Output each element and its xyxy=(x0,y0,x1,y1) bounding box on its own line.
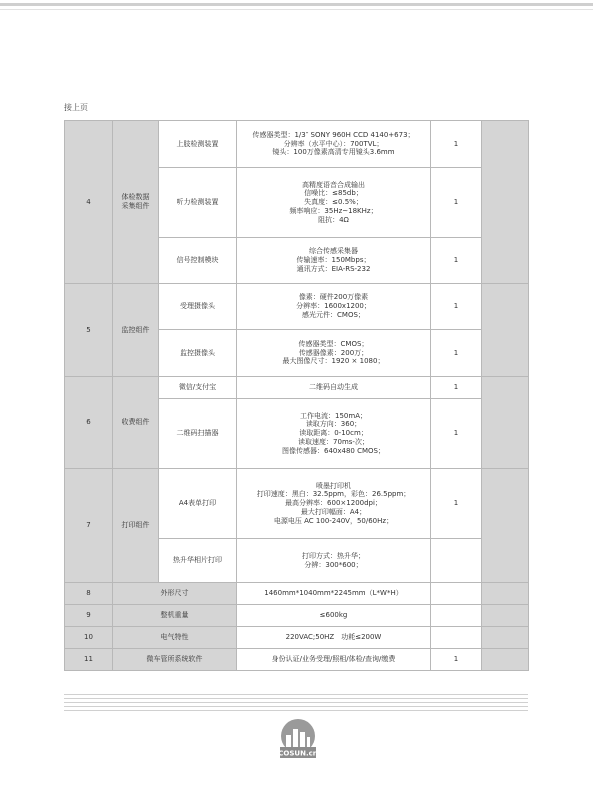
item-qty: 1 xyxy=(431,121,482,168)
item-spec: ≤600kg xyxy=(237,605,431,627)
remark-cell xyxy=(482,605,529,627)
item-qty xyxy=(431,583,482,605)
category-cell: 体检数据 采集组件 xyxy=(113,121,159,284)
company-logo xyxy=(276,716,320,764)
footer-rule xyxy=(64,710,528,711)
item-spec: 打印方式：热升华； 分辨：300*600； xyxy=(237,539,431,583)
footer-rule xyxy=(64,702,528,703)
item-qty: 1 xyxy=(431,284,482,330)
row-number: 8 xyxy=(65,583,113,605)
category-cell: 收费组件 xyxy=(113,377,159,469)
logo-text: COSUN.cn xyxy=(278,749,318,758)
table-row xyxy=(65,469,529,539)
footer-rule xyxy=(64,694,528,695)
item-name: 受理摄像头 xyxy=(159,284,237,330)
item-name: 外形尺寸 xyxy=(113,583,237,605)
item-qty: 1 xyxy=(431,469,482,539)
item-spec: 1460mm*1040mm*2245mm（L*W*H） xyxy=(237,583,431,605)
item-qty xyxy=(431,539,482,583)
row-number: 11 xyxy=(65,649,113,671)
item-name: 整机重量 xyxy=(113,605,237,627)
item-name: 二维码扫描器 xyxy=(159,399,237,469)
remark-cell xyxy=(482,284,529,377)
remark-cell xyxy=(482,121,529,284)
item-spec: 传感器类型：1/3″ SONY 960H CCD 4140+673； 分辨率（水平中心）：700TVL； 镜头：100万像素高清专用镜头3.6mm xyxy=(237,121,431,168)
item-qty xyxy=(431,605,482,627)
row-number: 7 xyxy=(65,469,113,583)
spec-table xyxy=(64,120,529,671)
table-row xyxy=(65,627,529,649)
footer-rule xyxy=(64,706,528,707)
item-spec: 工作电流：150mA； 读取方向：360； 读取距离：0-10cm； 读取速度：70ms-次； 图像传感器：640x480 CMOS； xyxy=(237,399,431,469)
item-qty: 1 xyxy=(431,330,482,377)
item-name: 听力检测装置 xyxy=(159,168,237,238)
item-name: 微信/支付宝 xyxy=(159,377,237,399)
top-rule xyxy=(0,3,593,6)
item-spec: 传感器类型：CMOS； 传感器像素：200万； 最大图像尺寸：1920 × 1080； xyxy=(237,330,431,377)
table-row xyxy=(65,649,529,671)
item-qty xyxy=(431,627,482,649)
item-name: 信号控制模块 xyxy=(159,238,237,284)
table-row xyxy=(65,121,529,168)
item-name: 电气特性 xyxy=(113,627,237,649)
spec-table-body xyxy=(65,121,529,671)
item-spec: 二维码自动生成 xyxy=(237,377,431,399)
remark-cell xyxy=(482,649,529,671)
logo-emblem-icon xyxy=(276,716,320,764)
top-thin-rule xyxy=(0,9,593,10)
item-qty: 1 xyxy=(431,377,482,399)
row-number: 5 xyxy=(65,284,113,377)
item-spec: 220VAC;50HZ 功耗≤200W xyxy=(237,627,431,649)
remark-cell xyxy=(482,469,529,583)
remark-cell xyxy=(482,583,529,605)
item-name: 热升华相片打印 xyxy=(159,539,237,583)
item-spec: 综合传感采集器 传输速率：150Mbps； 通讯方式：EIA-RS-232 xyxy=(237,238,431,284)
item-name: A4表单打印 xyxy=(159,469,237,539)
continued-label: 接上页 xyxy=(64,103,88,112)
remark-cell xyxy=(482,377,529,469)
table-row xyxy=(65,583,529,605)
item-qty: 1 xyxy=(431,168,482,238)
item-name: 微车管所系统软件 xyxy=(113,649,237,671)
item-spec: 喷墨打印机 打印速度：黑白：32.5ppm，彩色：26.5ppm； 最高分辨率：600×1200dpi； 最大打印幅面：A4； 电源电压 AC 100-240V，50/60Hz； xyxy=(237,469,431,539)
category-cell: 监控组件 xyxy=(113,284,159,377)
category-cell: 打印组件 xyxy=(113,469,159,583)
row-number: 6 xyxy=(65,377,113,469)
table-row xyxy=(65,284,529,330)
item-spec: 像素：硬件200万像素 分辨率：1600x1200； 感光元件：CMOS； xyxy=(237,284,431,330)
item-name: 监控摄像头 xyxy=(159,330,237,377)
table-row xyxy=(65,377,529,399)
item-qty: 1 xyxy=(431,399,482,469)
item-qty: 1 xyxy=(431,238,482,284)
row-number: 9 xyxy=(65,605,113,627)
item-name: 上肢检测装置 xyxy=(159,121,237,168)
table-row xyxy=(65,605,529,627)
item-spec: 身份认证/业务受理/照相/体检/查询/缴费 xyxy=(237,649,431,671)
item-qty: 1 xyxy=(431,649,482,671)
row-number: 4 xyxy=(65,121,113,284)
row-number: 10 xyxy=(65,627,113,649)
footer-rule xyxy=(64,698,528,699)
remark-cell xyxy=(482,627,529,649)
item-spec: 高精度语音合成输出 信噪比：≤85db； 失真度：≤0.5%； 频率响应：35Hz~18KHz； 阻抗：4Ω xyxy=(237,168,431,238)
